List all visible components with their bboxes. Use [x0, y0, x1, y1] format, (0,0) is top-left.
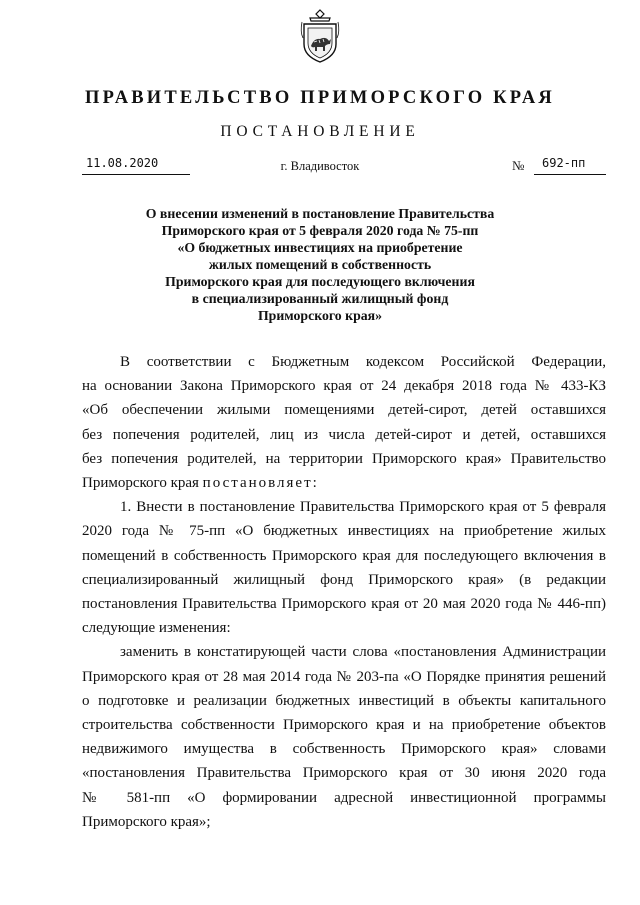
heading-line: «О бюджетных инвестициях на приобретение: [177, 240, 463, 255]
document-kind: ПОСТАНОВЛЕНИЕ: [220, 123, 420, 140]
document-number-field: [534, 155, 606, 175]
heading-line: О внесении изменений в постановление Правительства: [145, 206, 495, 221]
coat-of-arms-emblem: [298, 8, 342, 64]
heading-line: Приморского края от 5 февраля 2020 года № 75-пп: [161, 223, 479, 238]
body-line: Приморского края»;: [82, 813, 211, 830]
heading-line: в специализированный жилищный фонд: [191, 291, 449, 306]
document-heading: [70, 205, 570, 324]
document-city: г. Владивосток: [280, 159, 360, 173]
body-line: заменить в констатирующей части слова «постановления Администрации: [120, 644, 606, 661]
body-line: строительства собственности Приморского края и на приобретение объектов: [82, 717, 606, 734]
body-line: помещений в собственность Приморского края для последующего включения в: [82, 547, 606, 564]
number-label: №: [512, 158, 525, 173]
body-line: «Об обеспечении жилыми помещениями детей-сирот, детей оставшихся: [82, 402, 606, 419]
body-line: без попечения родителей, лиц из числа детей-сирот и детей, оставшихся: [82, 426, 606, 443]
body-line: 2020 года № 75-пп «О бюджетных инвестициях на приобретение жилых: [82, 523, 606, 540]
body-line: Приморского края от 28 мая 2014 года № 203-па «О Порядке принятия решений: [82, 668, 606, 685]
heading-line: жилых помещений в собственность: [208, 257, 432, 272]
resolution-prefix: Приморского края: [82, 475, 203, 492]
body-line-resolution: [82, 471, 606, 495]
heading-line: Приморского края»: [257, 308, 383, 323]
body-line: о подготовке и реализации бюджетных инвестиций в объекты капитального: [82, 692, 606, 709]
body-line: специализированный жилищный фонд Приморского края» (в редакции: [82, 571, 606, 588]
government-title: ПРАВИТЕЛЬСТВО ПРИМОРСКОГО КРАЯ: [84, 88, 555, 108]
document-body: [82, 350, 606, 834]
document-number: 692-пп: [542, 156, 586, 170]
body-line: следующие изменения:: [82, 620, 231, 637]
body-line: на основании Закона Приморского края от 24 декабря 2018 года № 433-КЗ: [82, 378, 606, 395]
body-line: без попечения родителей, на территории Приморского края» Правительство: [82, 450, 606, 467]
document-date: 11.08.2020: [86, 156, 159, 170]
body-line: В соответствии с Бюджетным кодексом Российской Федерации,: [120, 354, 606, 370]
body-line: недвижимого имущества в собственность Приморского края» словами: [82, 741, 606, 758]
body-line: «постановления Правительства Приморского края от 30 июня 2020 года: [82, 765, 606, 782]
body-line: 1. Внести в постановление Правительства Приморского края от 5 февраля: [120, 499, 606, 516]
heading-line: Приморского края для последующего включения: [165, 274, 475, 289]
body-line: постановления Правительства Приморского края от 20 мая 2020 года № 446-пп): [82, 596, 606, 613]
body-line: № 581-пп «О формировании адресной инвестиционной программы: [82, 789, 606, 806]
resolution-word: постановляет:: [202, 475, 319, 492]
